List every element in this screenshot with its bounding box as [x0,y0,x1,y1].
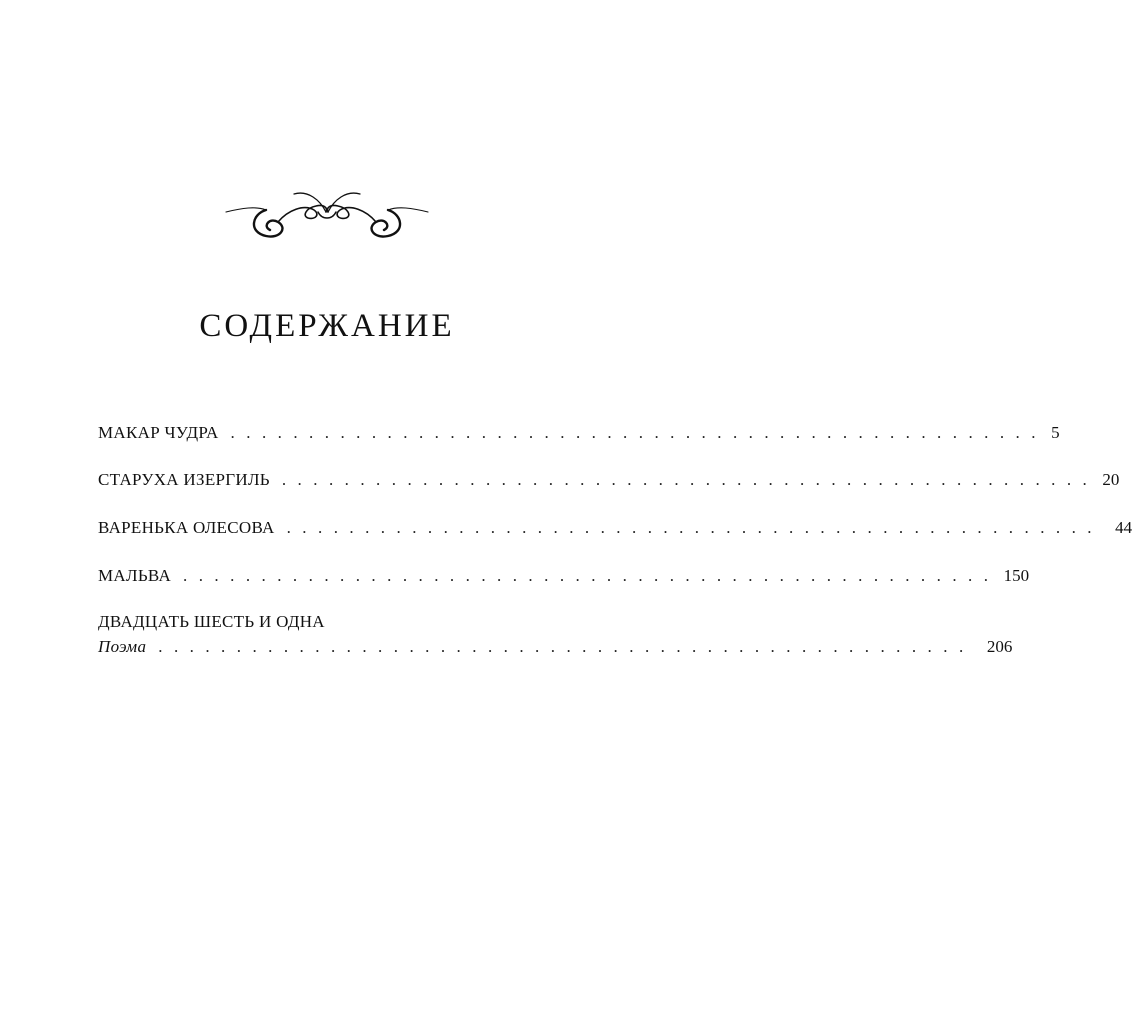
toc-leader-dots: . . . . . . . . . . . . . . . . . . . . . . . . . . . . . . . . . . . . . . . . . . . . . . . . . . . . [286,518,1096,537]
toc-entry[interactable] [98,515,1132,541]
toc-entry-title: СТАРУХА ИЗЕРГИЛЬ [98,470,270,489]
toc-entry-title[interactable]: ДВАДЦАТЬ ШЕСТЬ И ОДНА [98,612,325,631]
toc-entry[interactable] [98,634,1013,660]
toc-entry-title: ВАРЕНЬКА ОЛЕСОВА [98,518,275,537]
toc-entry-subtitle: Поэма [98,637,147,656]
toc-leader-dots: . . . . . . . . . . . . . . . . . . . . . . . . . . . . . . . . . . . . . . . . . . . . . . . . . . . . [281,470,1091,489]
toc-page-number: 150 [1003,566,1030,585]
page-title: СОДЕРЖАНИЕ [199,308,455,344]
toc-entry[interactable] [98,420,1060,446]
toc-page-number: 206 [986,637,1013,656]
toc-leader-dots: . . . . . . . . . . . . . . . . . . . . . . . . . . . . . . . . . . . . . . . . . . . . . . . . . . . . [183,566,992,585]
toc-page-number: 5 [1051,423,1060,442]
toc-entry[interactable] [98,467,1120,493]
toc-entry-title: МАЛЬВА [98,566,172,585]
toc-page-number: 44 [1115,518,1132,537]
toc-entry[interactable] [98,563,1030,589]
toc-entry-title: МАКАР ЧУДРА [98,423,219,442]
toc-page-number: 20 [1102,470,1120,489]
flourish-ornament-icon [222,186,432,244]
toc-leader-dots: . . . . . . . . . . . . . . . . . . . . . . . . . . . . . . . . . . . . . . . . . . . . . . . . . . . . [230,423,1040,442]
toc-leader-dots: . . . . . . . . . . . . . . . . . . . . . . . . . . . . . . . . . . . . . . . . . . . . . . . . . . . . [158,637,967,656]
